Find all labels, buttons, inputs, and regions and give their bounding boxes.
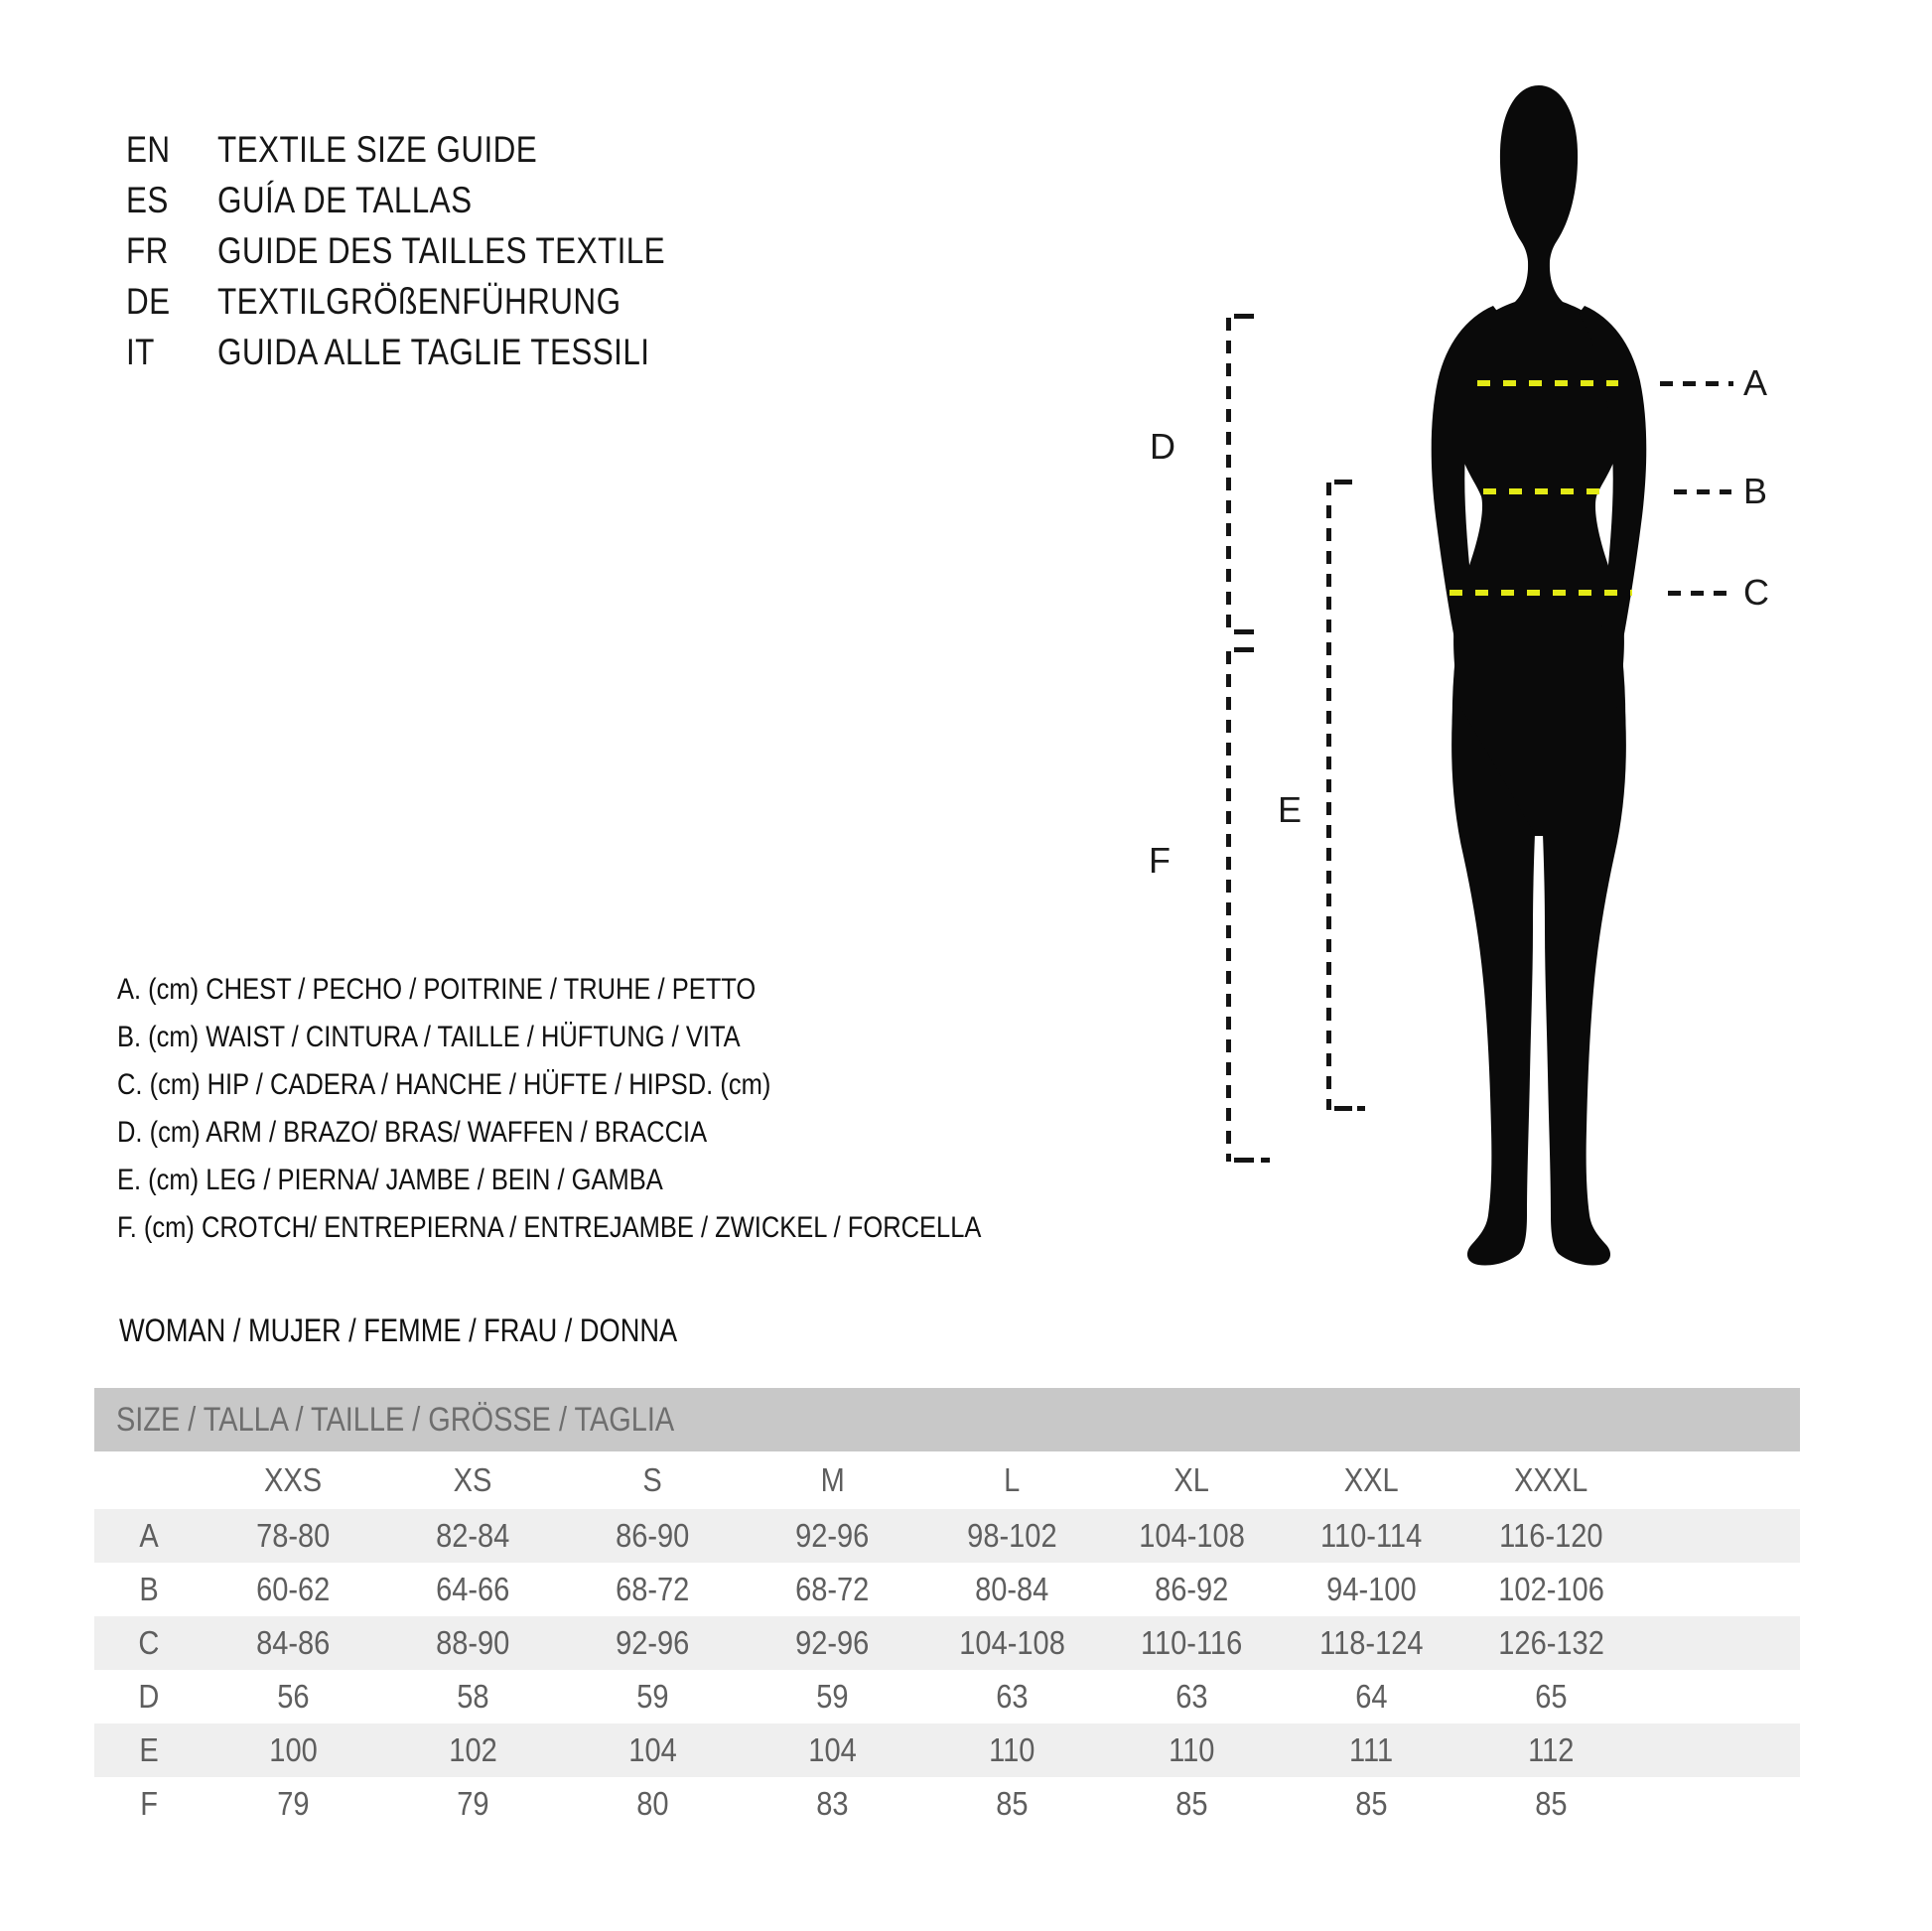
language-row (126, 225, 745, 276)
cell-value: 112 (1461, 1724, 1641, 1777)
size-column-header: XS (454, 1461, 492, 1498)
language-code: IT (126, 332, 155, 372)
filler-cell (1641, 1563, 1800, 1616)
cell-value: 59 (816, 1678, 849, 1715)
row-label: C (94, 1616, 204, 1670)
language-row (126, 327, 745, 377)
table-row (94, 1777, 1800, 1831)
cell-value: 85 (1535, 1785, 1568, 1822)
language-title: TEXTILE SIZE GUIDE (217, 129, 538, 170)
cell-value: 104 (743, 1724, 922, 1777)
size-column-header: XL (1173, 1461, 1210, 1498)
cell-value: 64-66 (436, 1571, 510, 1607)
cell-value: 68-72 (616, 1571, 690, 1607)
filler-cell (1641, 1670, 1800, 1724)
cell-value: 59 (636, 1678, 669, 1715)
size-column-header: S (642, 1461, 663, 1498)
cell-value: 92-96 (563, 1616, 743, 1670)
cell-value: 110 (922, 1724, 1102, 1777)
language-title: GUIDA ALLE TAGLIE TESSILI (217, 332, 650, 372)
filler-cell (1641, 1724, 1800, 1777)
table-row (94, 1509, 1800, 1563)
filler-cell (1641, 1509, 1800, 1563)
crotch-measure-bottom-tick (1234, 1158, 1254, 1163)
language-code: DE (126, 281, 171, 322)
leg-measure-bottom-tick (1334, 1106, 1352, 1111)
table-header-band (94, 1388, 1800, 1451)
cell-value: 85 (996, 1785, 1029, 1822)
cell-value: 80-84 (975, 1571, 1049, 1607)
legend-line (117, 1157, 1134, 1204)
table-row (94, 1670, 1800, 1724)
leg-measure-bottom-dash (1357, 1106, 1365, 1111)
row-label: F (140, 1785, 158, 1822)
language-code: EN (126, 129, 171, 170)
language-code: ES (126, 180, 169, 220)
cell-value: 78-80 (204, 1509, 383, 1563)
arm-measure-line (1226, 318, 1231, 633)
crotch-measure-top-tick (1234, 647, 1254, 652)
cell-value: 126-132 (1461, 1616, 1641, 1670)
size-column-header: XXXL (1514, 1461, 1588, 1498)
size-header-row (94, 1451, 1800, 1509)
filler-cell (1641, 1616, 1800, 1670)
chest-measure-dash-black (1660, 381, 1733, 386)
cell-value: 110 (1102, 1724, 1282, 1777)
cell-value: 111 (1282, 1724, 1461, 1777)
cell-value: 98-102 (922, 1509, 1102, 1563)
size-table-body (94, 1509, 1800, 1831)
legend-text: E. (cm) LEG / PIERNA/ JAMBE / BEIN / GAMBA (117, 1164, 663, 1196)
size-column-header: L (1004, 1461, 1021, 1498)
measure-label-waist: B (1743, 471, 1768, 511)
language-title: GUÍA DE TALLAS (217, 180, 473, 220)
cell-value: 88-90 (383, 1616, 563, 1670)
arm-measure-top-tick (1234, 314, 1254, 319)
legend-text: D. (cm) ARM / BRAZO/ BRAS/ WAFFEN / BRACCIA (117, 1116, 708, 1149)
legend-line (117, 1061, 1134, 1109)
size-table-grid (94, 1388, 1800, 1831)
cell-value: 102-106 (1498, 1571, 1604, 1607)
cell-value: 104-108 (922, 1616, 1102, 1670)
cell-value: 83 (816, 1785, 849, 1822)
leg-measure-top-tick (1334, 480, 1352, 484)
measure-label-hip: C (1743, 572, 1769, 613)
cell-value: 116-120 (1461, 1509, 1641, 1563)
row-label: A (94, 1509, 204, 1563)
legend-text: F. (cm) CROTCH/ ENTREPIERNA / ENTREJAMBE / ZWICKEL / FORCELLA (117, 1211, 982, 1244)
language-row (126, 175, 745, 225)
legend-line (117, 1109, 1134, 1157)
cell-value: 56 (277, 1678, 310, 1715)
table-row (94, 1724, 1800, 1777)
legend-text: B. (cm) WAIST / CINTURA / TAILLE / HÜFTUNG / VITA (117, 1021, 741, 1053)
cell-value: 86-92 (1155, 1571, 1229, 1607)
legend-text: A. (cm) CHEST / PECHO / POITRINE / TRUHE / PETTO (117, 973, 757, 1006)
cell-value: 68-72 (795, 1571, 870, 1607)
measure-label-arm: D (1150, 426, 1175, 467)
waist-measure-dash-black (1674, 489, 1731, 494)
legend-text: C. (cm) HIP / CADERA / HANCHE / HÜFTE / HIPSD. (cm) (117, 1068, 771, 1101)
woman-silhouette-figure (1390, 79, 1688, 1286)
cell-value: 58 (457, 1678, 489, 1715)
cell-value: 79 (457, 1785, 489, 1822)
cell-value: 85 (1355, 1785, 1388, 1822)
hip-measure-dash-yellow (1449, 590, 1632, 596)
crotch-measure-line (1226, 651, 1231, 1162)
size-column-header: M (820, 1461, 845, 1498)
cell-value: 86-90 (563, 1509, 743, 1563)
crotch-measure-bottom-dash (1261, 1158, 1270, 1163)
cell-value: 85 (1175, 1785, 1208, 1822)
cell-value: 82-84 (383, 1509, 563, 1563)
legend-line (117, 966, 1134, 1014)
cell-value: 63 (1175, 1678, 1208, 1715)
language-row (126, 276, 745, 327)
cell-value: 80 (636, 1785, 669, 1822)
cell-value: 84-86 (204, 1616, 383, 1670)
table-header-text: SIZE / TALLA / TAILLE / GRÖSSE / TAGLIA (116, 1400, 675, 1439)
cell-value: 60-62 (256, 1571, 331, 1607)
measure-label-crotch: F (1149, 840, 1171, 881)
cell-value: 63 (996, 1678, 1029, 1715)
filler-cell (1641, 1777, 1800, 1831)
cell-value: 110-114 (1282, 1509, 1461, 1563)
cell-value: 104 (563, 1724, 743, 1777)
chest-measure-dash-yellow (1477, 380, 1618, 386)
leg-measure-line (1326, 483, 1331, 1110)
row-label: D (138, 1678, 160, 1715)
language-code: FR (126, 230, 169, 271)
cell-value: 92-96 (743, 1509, 922, 1563)
filler-cell (1641, 1451, 1800, 1509)
language-title-block (126, 124, 745, 377)
table-row (94, 1563, 1800, 1616)
cell-value: 104-108 (1102, 1509, 1282, 1563)
language-title: GUIDE DES TAILLES TEXTILE (217, 230, 666, 271)
cell-value: 94-100 (1326, 1571, 1417, 1607)
empty-corner-cell (94, 1451, 204, 1509)
table-row (94, 1616, 1800, 1670)
cell-value: 64 (1355, 1678, 1388, 1715)
hip-measure-dash-black (1668, 591, 1728, 596)
measure-label-leg: E (1278, 789, 1303, 830)
size-column-header: XXL (1344, 1461, 1399, 1498)
size-table (94, 1388, 1800, 1831)
cell-value: 118-124 (1282, 1616, 1461, 1670)
cell-value: 65 (1535, 1678, 1568, 1715)
legend-line (117, 1204, 1134, 1252)
category-title (119, 1309, 775, 1352)
cell-value: 79 (277, 1785, 310, 1822)
category-title-text: WOMAN / MUJER / FEMME / FRAU / DONNA (119, 1312, 678, 1348)
cell-value: 92-96 (743, 1616, 922, 1670)
size-column-header: XXS (264, 1461, 323, 1498)
cell-value: 100 (204, 1724, 383, 1777)
language-row (126, 124, 745, 175)
row-label: E (94, 1724, 204, 1777)
measurement-legend (117, 966, 1134, 1252)
measure-label-chest: A (1743, 362, 1768, 403)
waist-measure-dash-yellow (1483, 488, 1609, 494)
language-title: TEXTILGRÖßENFÜHRUNG (217, 281, 621, 322)
row-label: B (139, 1571, 159, 1607)
cell-value: 110-116 (1102, 1616, 1282, 1670)
cell-value: 102 (383, 1724, 563, 1777)
legend-line (117, 1014, 1134, 1061)
arm-measure-bottom-tick (1234, 629, 1254, 634)
